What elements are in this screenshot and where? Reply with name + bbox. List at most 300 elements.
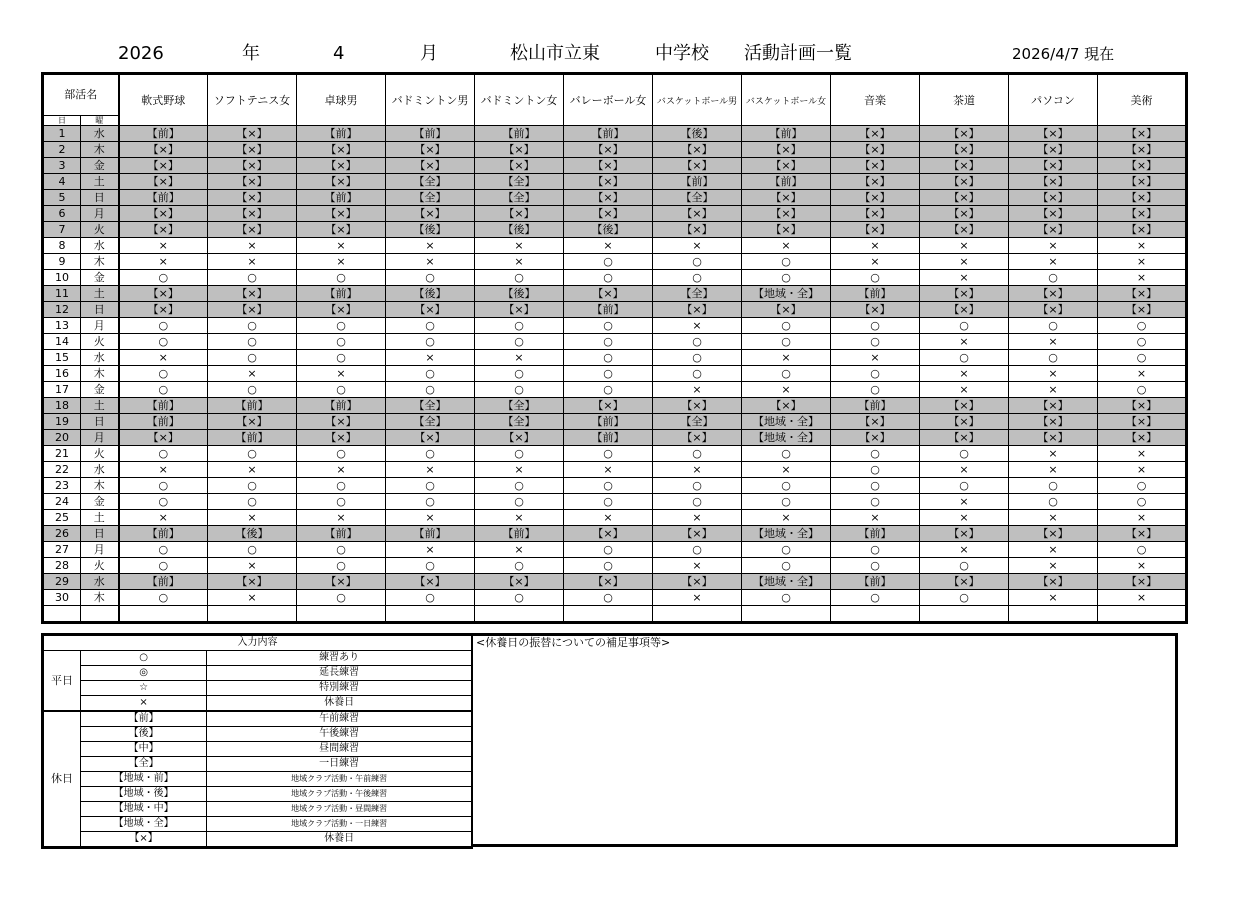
activity-cell[interactable]: × (208, 462, 297, 478)
activity-cell[interactable]: ○ (386, 318, 475, 334)
activity-cell[interactable]: 【全】 (386, 174, 475, 190)
activity-cell[interactable]: 【×】 (831, 158, 920, 174)
activity-cell[interactable]: × (831, 254, 920, 270)
activity-cell[interactable]: × (475, 462, 564, 478)
activity-cell[interactable]: ○ (1098, 542, 1187, 558)
activity-cell[interactable]: × (208, 366, 297, 382)
activity-cell[interactable]: 【×】 (1098, 414, 1187, 430)
activity-cell[interactable]: 【×】 (208, 206, 297, 222)
activity-cell[interactable] (831, 606, 920, 623)
activity-cell[interactable]: × (1009, 462, 1098, 478)
activity-cell[interactable]: 【×】 (742, 398, 831, 414)
activity-cell[interactable]: 【×】 (475, 158, 564, 174)
activity-cell[interactable]: × (1098, 238, 1187, 254)
activity-cell[interactable]: 【前】 (386, 526, 475, 542)
activity-cell[interactable]: 【×】 (1009, 158, 1098, 174)
activity-cell[interactable]: 【×】 (208, 414, 297, 430)
activity-cell[interactable]: 【×】 (1098, 222, 1187, 238)
activity-cell[interactable]: ○ (920, 558, 1009, 574)
activity-cell[interactable]: 【×】 (1009, 430, 1098, 446)
activity-cell[interactable]: 【×】 (297, 414, 386, 430)
activity-cell[interactable]: ○ (475, 334, 564, 350)
activity-cell[interactable]: 【×】 (653, 430, 742, 446)
activity-cell[interactable]: ○ (742, 494, 831, 510)
activity-cell[interactable]: ○ (208, 478, 297, 494)
activity-cell[interactable]: 【×】 (208, 222, 297, 238)
activity-cell[interactable]: × (1009, 382, 1098, 398)
activity-cell[interactable]: ○ (297, 494, 386, 510)
activity-cell[interactable] (1098, 606, 1187, 623)
activity-cell[interactable]: × (564, 510, 653, 526)
activity-cell[interactable]: × (386, 238, 475, 254)
activity-cell[interactable]: ○ (831, 382, 920, 398)
activity-cell[interactable]: 【×】 (208, 190, 297, 206)
activity-cell[interactable]: ○ (119, 590, 208, 606)
activity-cell[interactable]: 【地域・全】 (742, 414, 831, 430)
activity-cell[interactable]: 【×】 (297, 206, 386, 222)
activity-cell[interactable]: 【全】 (653, 190, 742, 206)
activity-cell[interactable]: 【×】 (653, 222, 742, 238)
activity-cell[interactable]: 【×】 (297, 222, 386, 238)
activity-cell[interactable]: ○ (475, 270, 564, 286)
activity-cell[interactable]: × (742, 238, 831, 254)
activity-cell[interactable]: × (208, 590, 297, 606)
activity-cell[interactable]: 【前】 (297, 398, 386, 414)
activity-cell[interactable]: 【×】 (119, 430, 208, 446)
activity-cell[interactable]: ○ (386, 590, 475, 606)
activity-cell[interactable]: 【後】 (386, 286, 475, 302)
activity-cell[interactable]: 【全】 (475, 398, 564, 414)
activity-cell[interactable]: ○ (831, 270, 920, 286)
activity-cell[interactable]: × (208, 510, 297, 526)
activity-cell[interactable]: 【×】 (1098, 398, 1187, 414)
activity-cell[interactable]: ○ (297, 590, 386, 606)
activity-cell[interactable]: 【×】 (564, 190, 653, 206)
activity-cell[interactable]: × (297, 254, 386, 270)
activity-cell[interactable]: ○ (564, 478, 653, 494)
activity-cell[interactable]: ○ (742, 446, 831, 462)
activity-cell[interactable]: 【×】 (742, 206, 831, 222)
activity-cell[interactable]: ○ (386, 494, 475, 510)
activity-cell[interactable]: 【×】 (920, 286, 1009, 302)
activity-cell[interactable]: ○ (386, 382, 475, 398)
activity-cell[interactable]: ○ (1009, 318, 1098, 334)
activity-cell[interactable]: × (742, 350, 831, 366)
activity-cell[interactable]: 【×】 (742, 222, 831, 238)
activity-cell[interactable]: 【×】 (564, 574, 653, 590)
activity-cell[interactable]: 【×】 (920, 222, 1009, 238)
activity-cell[interactable] (564, 606, 653, 623)
activity-cell[interactable]: ○ (920, 318, 1009, 334)
activity-cell[interactable]: 【×】 (564, 158, 653, 174)
activity-cell[interactable]: ○ (386, 334, 475, 350)
activity-cell[interactable]: 【×】 (475, 142, 564, 158)
activity-cell[interactable]: ○ (1098, 478, 1187, 494)
activity-cell[interactable]: ○ (831, 318, 920, 334)
activity-cell[interactable]: 【×】 (653, 206, 742, 222)
activity-cell[interactable]: 【×】 (564, 526, 653, 542)
activity-cell[interactable]: × (297, 238, 386, 254)
activity-cell[interactable]: 【×】 (386, 302, 475, 318)
activity-cell[interactable]: 【後】 (564, 222, 653, 238)
activity-cell[interactable]: ○ (386, 446, 475, 462)
activity-cell[interactable]: ○ (297, 382, 386, 398)
activity-cell[interactable]: 【×】 (297, 158, 386, 174)
activity-cell[interactable]: 【×】 (119, 222, 208, 238)
activity-cell[interactable]: × (920, 542, 1009, 558)
activity-cell[interactable]: ○ (119, 366, 208, 382)
activity-cell[interactable]: ○ (742, 270, 831, 286)
activity-cell[interactable]: ○ (742, 334, 831, 350)
activity-cell[interactable]: × (1098, 462, 1187, 478)
activity-cell[interactable]: ○ (386, 270, 475, 286)
activity-cell[interactable]: ○ (119, 558, 208, 574)
activity-cell[interactable]: 【前】 (564, 302, 653, 318)
activity-cell[interactable]: ○ (742, 590, 831, 606)
activity-cell[interactable]: × (920, 238, 1009, 254)
activity-cell[interactable]: 【前】 (564, 414, 653, 430)
activity-cell[interactable]: 【×】 (564, 206, 653, 222)
activity-cell[interactable]: ○ (297, 558, 386, 574)
activity-cell[interactable]: ○ (475, 494, 564, 510)
activity-cell[interactable]: × (742, 510, 831, 526)
activity-cell[interactable]: ○ (564, 270, 653, 286)
activity-cell[interactable]: 【×】 (920, 302, 1009, 318)
activity-cell[interactable]: × (1098, 254, 1187, 270)
activity-cell[interactable]: 【前】 (119, 574, 208, 590)
activity-cell[interactable]: 【×】 (1098, 302, 1187, 318)
activity-cell[interactable]: 【×】 (831, 222, 920, 238)
activity-cell[interactable]: 【×】 (920, 158, 1009, 174)
activity-cell[interactable]: ○ (920, 590, 1009, 606)
activity-cell[interactable]: 【全】 (386, 398, 475, 414)
activity-cell[interactable]: × (475, 510, 564, 526)
activity-cell[interactable]: ○ (653, 270, 742, 286)
activity-cell[interactable]: × (119, 350, 208, 366)
activity-cell[interactable]: 【後】 (653, 126, 742, 142)
activity-cell[interactable]: ○ (831, 590, 920, 606)
activity-cell[interactable]: 【全】 (386, 190, 475, 206)
activity-cell[interactable]: × (386, 462, 475, 478)
activity-cell[interactable]: 【×】 (920, 398, 1009, 414)
activity-cell[interactable]: 【×】 (297, 142, 386, 158)
activity-cell[interactable]: × (386, 254, 475, 270)
activity-cell[interactable]: 【前】 (297, 286, 386, 302)
activity-cell[interactable]: ○ (119, 478, 208, 494)
activity-cell[interactable]: 【×】 (1009, 222, 1098, 238)
activity-cell[interactable]: ○ (119, 334, 208, 350)
activity-cell[interactable]: 【×】 (1009, 142, 1098, 158)
activity-cell[interactable]: 【前】 (119, 526, 208, 542)
activity-cell[interactable]: 【×】 (1098, 574, 1187, 590)
activity-cell[interactable]: 【×】 (831, 206, 920, 222)
activity-cell[interactable]: ○ (564, 382, 653, 398)
activity-cell[interactable]: 【×】 (386, 430, 475, 446)
activity-cell[interactable]: 【×】 (297, 302, 386, 318)
activity-cell[interactable]: × (297, 366, 386, 382)
activity-cell[interactable]: 【後】 (475, 222, 564, 238)
activity-cell[interactable]: ○ (297, 542, 386, 558)
activity-cell[interactable]: ○ (564, 446, 653, 462)
activity-cell[interactable]: × (920, 510, 1009, 526)
activity-cell[interactable]: × (1098, 558, 1187, 574)
activity-cell[interactable]: ○ (119, 318, 208, 334)
activity-cell[interactable]: 【×】 (208, 302, 297, 318)
activity-cell[interactable]: 【×】 (920, 414, 1009, 430)
activity-cell[interactable]: ○ (475, 558, 564, 574)
activity-cell[interactable]: 【×】 (119, 286, 208, 302)
activity-cell[interactable]: × (653, 238, 742, 254)
activity-cell[interactable]: ○ (920, 478, 1009, 494)
notes-box[interactable] (472, 633, 1178, 847)
activity-cell[interactable]: × (1009, 366, 1098, 382)
activity-cell[interactable]: 【×】 (653, 302, 742, 318)
activity-cell[interactable]: 【×】 (653, 142, 742, 158)
activity-cell[interactable]: ○ (831, 462, 920, 478)
activity-cell[interactable]: 【×】 (920, 142, 1009, 158)
activity-cell[interactable]: 【×】 (831, 142, 920, 158)
activity-cell[interactable]: ○ (1009, 270, 1098, 286)
activity-cell[interactable]: 【×】 (564, 286, 653, 302)
activity-cell[interactable]: × (653, 462, 742, 478)
activity-cell[interactable]: 【×】 (742, 190, 831, 206)
activity-cell[interactable]: 【前】 (119, 190, 208, 206)
activity-cell[interactable]: × (119, 238, 208, 254)
activity-cell[interactable]: 【×】 (742, 302, 831, 318)
activity-cell[interactable]: × (297, 462, 386, 478)
activity-cell[interactable]: 【前】 (564, 430, 653, 446)
activity-cell[interactable]: 【×】 (1009, 526, 1098, 542)
activity-cell[interactable]: 【×】 (742, 142, 831, 158)
activity-cell[interactable]: ○ (742, 558, 831, 574)
activity-cell[interactable]: × (564, 238, 653, 254)
activity-cell[interactable]: ○ (208, 382, 297, 398)
activity-cell[interactable]: ○ (1098, 334, 1187, 350)
activity-cell[interactable]: 【全】 (475, 190, 564, 206)
activity-cell[interactable]: 【×】 (1009, 398, 1098, 414)
activity-cell[interactable]: ○ (742, 478, 831, 494)
activity-cell[interactable]: × (653, 318, 742, 334)
activity-cell[interactable]: ○ (831, 494, 920, 510)
activity-cell[interactable]: 【×】 (1009, 126, 1098, 142)
activity-cell[interactable]: 【×】 (208, 174, 297, 190)
activity-cell[interactable]: 【後】 (475, 286, 564, 302)
activity-cell[interactable]: × (564, 462, 653, 478)
activity-cell[interactable]: 【×】 (475, 574, 564, 590)
activity-cell[interactable]: 【×】 (475, 206, 564, 222)
activity-cell[interactable]: × (119, 462, 208, 478)
activity-cell[interactable]: × (386, 510, 475, 526)
activity-cell[interactable]: 【前】 (475, 126, 564, 142)
activity-cell[interactable]: 【×】 (831, 302, 920, 318)
activity-cell[interactable]: ○ (386, 478, 475, 494)
activity-cell[interactable]: 【×】 (920, 526, 1009, 542)
activity-cell[interactable]: ○ (564, 254, 653, 270)
activity-cell[interactable]: 【×】 (1009, 414, 1098, 430)
activity-cell[interactable]: ○ (119, 446, 208, 462)
activity-cell[interactable]: × (653, 382, 742, 398)
activity-cell[interactable]: × (475, 238, 564, 254)
activity-cell[interactable]: 【×】 (119, 302, 208, 318)
activity-cell[interactable]: 【前】 (742, 126, 831, 142)
activity-cell[interactable]: 【×】 (831, 190, 920, 206)
activity-cell[interactable]: ○ (475, 478, 564, 494)
activity-cell[interactable]: ○ (564, 542, 653, 558)
activity-cell[interactable]: 【×】 (920, 574, 1009, 590)
activity-cell[interactable]: 【全】 (386, 414, 475, 430)
activity-cell[interactable]: 【×】 (1098, 126, 1187, 142)
activity-cell[interactable]: × (653, 510, 742, 526)
activity-cell[interactable]: ○ (653, 542, 742, 558)
activity-cell[interactable]: ○ (1009, 494, 1098, 510)
activity-cell[interactable]: ○ (386, 366, 475, 382)
activity-cell[interactable]: ○ (297, 334, 386, 350)
activity-cell[interactable]: × (831, 510, 920, 526)
activity-cell[interactable]: × (920, 254, 1009, 270)
activity-cell[interactable]: × (475, 254, 564, 270)
activity-cell[interactable]: × (742, 382, 831, 398)
activity-cell[interactable]: ○ (119, 494, 208, 510)
activity-cell[interactable]: 【前】 (119, 398, 208, 414)
activity-cell[interactable]: 【前】 (208, 430, 297, 446)
activity-cell[interactable]: 【×】 (386, 206, 475, 222)
activity-cell[interactable]: 【全】 (653, 286, 742, 302)
activity-cell[interactable]: 【×】 (564, 398, 653, 414)
activity-cell[interactable]: 【×】 (1098, 142, 1187, 158)
activity-cell[interactable]: 【前】 (742, 174, 831, 190)
activity-cell[interactable]: × (1098, 510, 1187, 526)
activity-cell[interactable]: 【前】 (297, 190, 386, 206)
activity-cell[interactable]: 【前】 (119, 414, 208, 430)
activity-cell[interactable]: 【×】 (653, 158, 742, 174)
activity-cell[interactable]: × (386, 542, 475, 558)
activity-cell[interactable]: ○ (297, 270, 386, 286)
activity-cell[interactable]: × (653, 558, 742, 574)
activity-cell[interactable]: ○ (1098, 382, 1187, 398)
activity-cell[interactable]: × (653, 590, 742, 606)
activity-cell[interactable]: 【×】 (208, 126, 297, 142)
activity-cell[interactable]: × (1098, 270, 1187, 286)
activity-cell[interactable]: × (920, 382, 1009, 398)
activity-cell[interactable]: 【×】 (1098, 158, 1187, 174)
activity-cell[interactable]: × (386, 350, 475, 366)
activity-cell[interactable]: ○ (564, 494, 653, 510)
activity-cell[interactable]: 【×】 (208, 158, 297, 174)
activity-cell[interactable]: ○ (831, 478, 920, 494)
activity-cell[interactable]: 【地域・全】 (742, 286, 831, 302)
activity-cell[interactable]: ○ (564, 334, 653, 350)
activity-cell[interactable]: 【前】 (208, 398, 297, 414)
activity-cell[interactable]: 【×】 (475, 430, 564, 446)
activity-cell[interactable]: ○ (208, 270, 297, 286)
activity-cell[interactable]: 【×】 (920, 206, 1009, 222)
activity-cell[interactable] (119, 606, 208, 623)
activity-cell[interactable]: 【前】 (297, 126, 386, 142)
activity-cell[interactable]: ○ (920, 350, 1009, 366)
activity-cell[interactable]: ○ (208, 318, 297, 334)
activity-cell[interactable]: 【×】 (920, 190, 1009, 206)
activity-cell[interactable]: ○ (831, 558, 920, 574)
activity-cell[interactable] (920, 606, 1009, 623)
activity-cell[interactable]: 【×】 (297, 174, 386, 190)
activity-cell[interactable]: × (1009, 558, 1098, 574)
activity-cell[interactable]: × (1098, 446, 1187, 462)
activity-cell[interactable]: 【×】 (297, 574, 386, 590)
activity-cell[interactable]: ○ (831, 542, 920, 558)
activity-cell[interactable]: 【後】 (208, 526, 297, 542)
activity-cell[interactable]: 【地域・全】 (742, 526, 831, 542)
activity-cell[interactable] (297, 606, 386, 623)
activity-cell[interactable]: 【前】 (831, 574, 920, 590)
activity-cell[interactable]: 【前】 (831, 286, 920, 302)
activity-cell[interactable]: × (831, 238, 920, 254)
activity-cell[interactable]: ○ (475, 318, 564, 334)
activity-cell[interactable]: 【全】 (475, 414, 564, 430)
activity-cell[interactable]: × (208, 254, 297, 270)
activity-cell[interactable]: × (1009, 254, 1098, 270)
activity-cell[interactable]: ○ (119, 270, 208, 286)
activity-cell[interactable]: 【×】 (119, 174, 208, 190)
activity-cell[interactable]: × (742, 462, 831, 478)
activity-cell[interactable]: ○ (920, 446, 1009, 462)
activity-cell[interactable]: × (119, 510, 208, 526)
activity-cell[interactable]: ○ (653, 334, 742, 350)
activity-cell[interactable]: 【×】 (475, 302, 564, 318)
activity-cell[interactable]: × (1098, 366, 1187, 382)
activity-cell[interactable]: 【×】 (119, 142, 208, 158)
activity-cell[interactable] (208, 606, 297, 623)
activity-cell[interactable]: × (1009, 334, 1098, 350)
activity-cell[interactable]: ○ (1009, 478, 1098, 494)
activity-cell[interactable]: 【×】 (1009, 302, 1098, 318)
activity-cell[interactable]: ○ (564, 590, 653, 606)
activity-cell[interactable]: 【×】 (742, 158, 831, 174)
activity-cell[interactable]: 【×】 (1098, 190, 1187, 206)
activity-cell[interactable]: ○ (1009, 350, 1098, 366)
activity-cell[interactable]: 【全】 (475, 174, 564, 190)
activity-cell[interactable]: ○ (208, 350, 297, 366)
activity-cell[interactable] (1009, 606, 1098, 623)
activity-cell[interactable]: 【×】 (1009, 174, 1098, 190)
activity-cell[interactable]: 【後】 (386, 222, 475, 238)
activity-cell[interactable]: ○ (564, 350, 653, 366)
activity-cell[interactable]: 【×】 (208, 142, 297, 158)
activity-cell[interactable]: 【×】 (831, 414, 920, 430)
activity-cell[interactable]: ○ (653, 254, 742, 270)
activity-cell[interactable]: 【前】 (653, 174, 742, 190)
activity-cell[interactable]: × (920, 270, 1009, 286)
activity-cell[interactable]: ○ (119, 542, 208, 558)
activity-cell[interactable]: 【×】 (564, 142, 653, 158)
activity-cell[interactable]: ○ (297, 446, 386, 462)
activity-cell[interactable]: ○ (297, 478, 386, 494)
activity-cell[interactable]: 【×】 (831, 126, 920, 142)
activity-cell[interactable]: ○ (119, 382, 208, 398)
activity-cell[interactable]: 【前】 (831, 398, 920, 414)
activity-cell[interactable] (742, 606, 831, 623)
activity-cell[interactable]: 【×】 (653, 526, 742, 542)
activity-cell[interactable]: ○ (208, 494, 297, 510)
activity-cell[interactable]: ○ (653, 494, 742, 510)
activity-cell[interactable]: ○ (564, 366, 653, 382)
activity-cell[interactable]: ○ (386, 558, 475, 574)
activity-cell[interactable]: ○ (1098, 318, 1187, 334)
activity-cell[interactable]: ○ (475, 366, 564, 382)
activity-cell[interactable]: ○ (742, 318, 831, 334)
activity-cell[interactable] (475, 606, 564, 623)
activity-cell[interactable]: ○ (1098, 494, 1187, 510)
activity-cell[interactable]: ○ (742, 366, 831, 382)
